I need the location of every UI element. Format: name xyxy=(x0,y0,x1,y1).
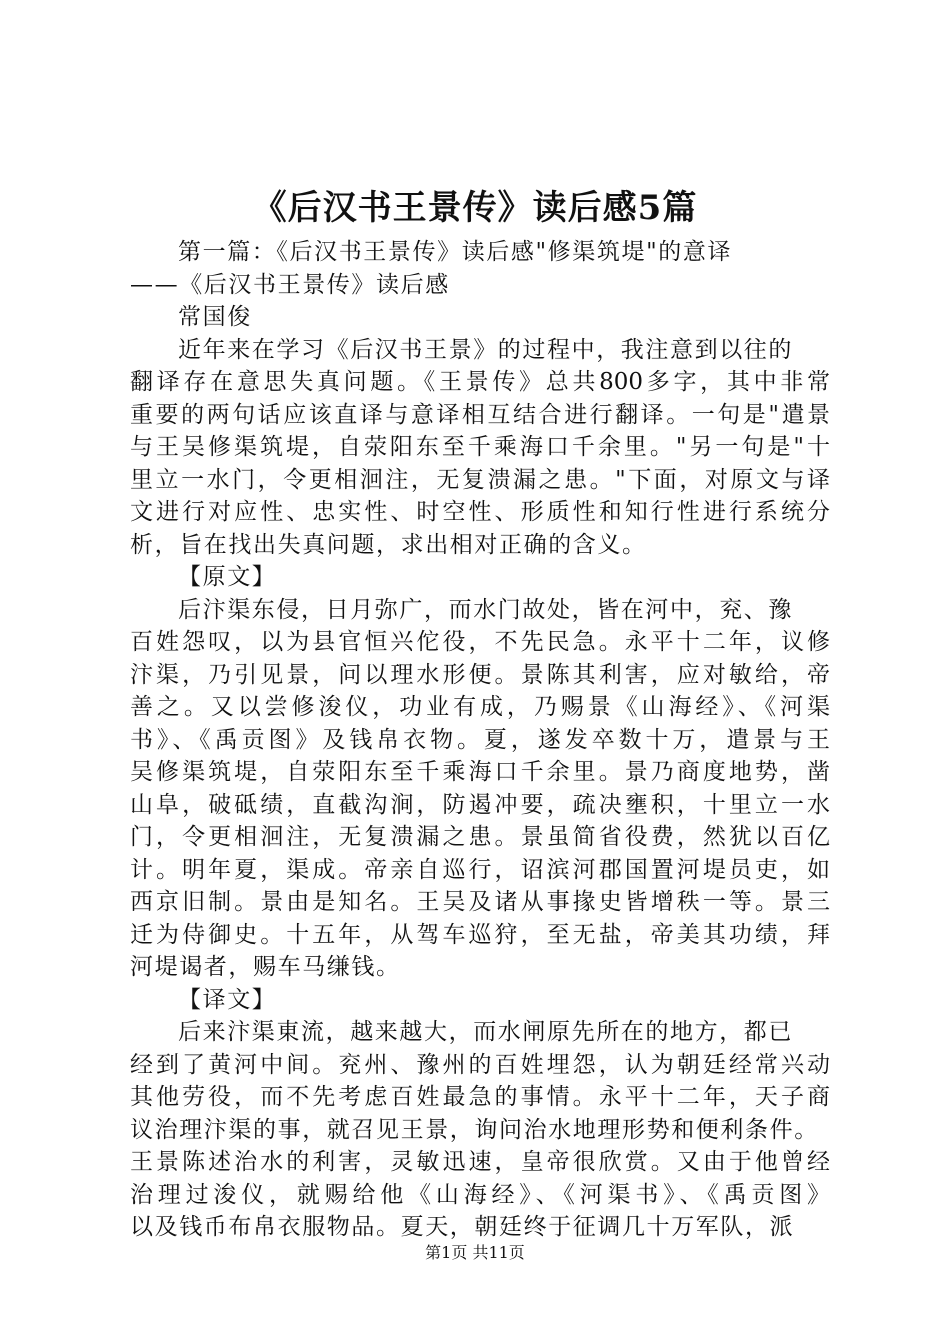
text-line: 重要的两句话应该直译与意译相互结合进行翻译。一句是"遣景 xyxy=(130,401,830,428)
text-line: 河堤谒者，赐车马缣钱。 xyxy=(130,954,401,980)
text-line: 门，令更相洄注，无复溃漏之患。景虽简省役费，然犹以百亿 xyxy=(130,824,830,850)
text-line: 迁为侍御史。十五年，从驾车巡狩，至无盐，帝美其功绩，拜 xyxy=(130,921,830,948)
text-line: 王景陈述治水的利害，灵敏迅速，皇帝很欣赏。又由于他曾经 xyxy=(130,1149,830,1175)
text-line: 善之。又以尝修浚仪，功业有成，乃赐景《山海经》、《河渠 xyxy=(130,694,830,720)
text-line: 治理过浚仪，就赐给他《山海经》、《河渠书》、《禹贡图》 xyxy=(130,1181,830,1208)
text-line: 近年来在学习《后汉书王景》的过程中，我注意到以往的 xyxy=(178,336,793,363)
text-line: 里立一水门，令更相洄注，无复溃漏之患。"下面，对原文与译 xyxy=(130,466,830,493)
text-line: ——《后汉书王景传》读后感 xyxy=(130,271,450,298)
text-line: 后汴渠东侵，日月弥广，而水门故处，皆在河中，兖、豫 xyxy=(178,596,793,623)
text-line: 【译文】 xyxy=(178,986,277,1013)
text-line: 与王吴修渠筑堤，自荥阳东至千乘海口千余里。"另一句是"十 xyxy=(130,434,830,460)
page-footer: 第1页 共11页 xyxy=(425,1243,525,1262)
text-line: 吴修渠筑堤，自荥阳东至千乘海口千余里。景乃商度地势，凿 xyxy=(130,759,830,785)
text-line: 其他劳役，而不先考虑百姓最急的事情。永平十二年，天子商 xyxy=(130,1084,830,1110)
text-line: 以及钱币布帛衣服物品。夏天，朝廷终于征调几十万军队，派 xyxy=(130,1214,795,1240)
text-line: 【原文】 xyxy=(178,564,277,590)
text-line: 计。明年夏，渠成。帝亲自巡行，诏滨河郡国置河堤员吏，如 xyxy=(130,856,830,883)
document-body xyxy=(130,236,830,1244)
text-line: 文进行对应性、忠实性、时空性、形质性和知行性进行系统分 xyxy=(130,499,830,525)
text-line: 翻译存在意思失真问题。《王景传》总共800多字，其中非常 xyxy=(130,369,830,395)
text-line: 书》、《禹贡图》及钱帛衣物。夏，遂发卒数十万，遣景与王 xyxy=(130,726,830,753)
text-line: 常国俊 xyxy=(178,304,252,330)
text-line: 汴渠，乃引见景，问以理水形便。景陈其利害，应对敏给，帝 xyxy=(130,661,830,688)
text-line: 经到了黄河中间。兖州、豫州的百姓埋怨，认为朝廷经常兴动 xyxy=(130,1051,830,1078)
text-line: 第一篇：《后汉书王景传》读后感"修渠筑堤"的意译 xyxy=(178,239,733,265)
text-line: 山阜，破砥绩，直截沟涧，防遏冲要，疏决壅积，十里立一水 xyxy=(130,791,830,818)
text-line: 西京旧制。景由是知名。王吴及诸从事掾史皆增秩一等。景三 xyxy=(130,889,830,915)
text-line: 议治理汴渠的事，就召见王景，询问治水地理形势和便利条件。 xyxy=(130,1116,819,1143)
document-title: 《后汉书王景传》读后感5篇 xyxy=(252,188,698,228)
text-line: 后来汴渠東流，越来越大，而水闸原先所在的地方，都已 xyxy=(178,1019,793,1045)
text-line: 析，旨在找出失真问题，求出相对正确的含义。 xyxy=(130,531,647,558)
text-line: 百姓怨叹，以为县官恒兴佗役，不先民急。永平十二年，议修 xyxy=(130,629,830,655)
